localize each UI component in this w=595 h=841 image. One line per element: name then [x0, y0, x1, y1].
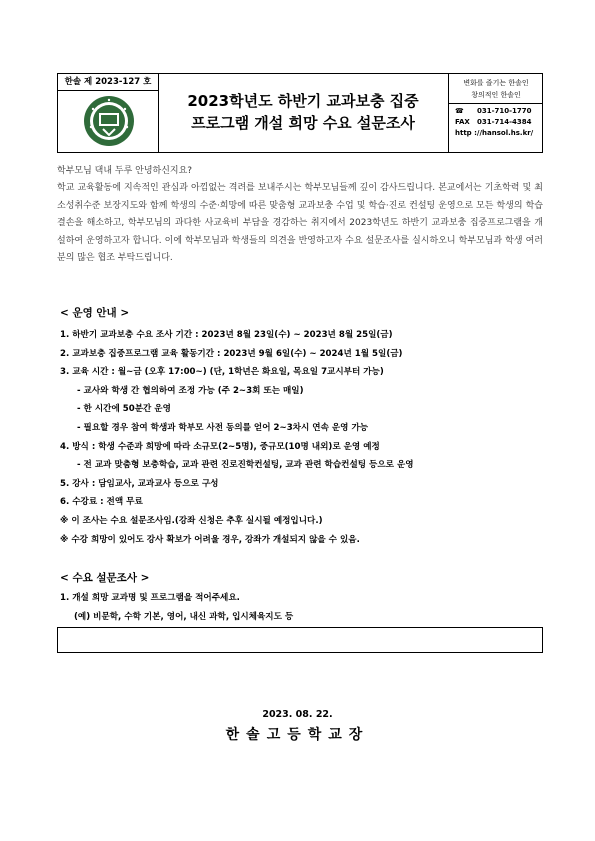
website-link[interactable]: http ://hansol.hs.kr/ — [455, 129, 534, 137]
notice-item: ※ 이 조사는 수요 설문조사임.(강좌 신청은 추후 실시될 예정입니다.) — [60, 515, 323, 526]
slogan-line-1: 변화를 즐기는 한솔인 — [463, 79, 529, 87]
fax-label: FAX — [455, 118, 470, 126]
title-line-2: 프로그램 개설 희망 수요 설문조사 — [191, 114, 415, 132]
school-slogan — [449, 74, 543, 104]
header-right-cell — [448, 74, 543, 152]
notice-item: ※ 수강 희망이 있어도 강사 확보가 어려울 경우, 강좌가 개설되지 않을 수 있음. — [60, 534, 360, 545]
survey-question: 1. 개설 희망 교과명 및 프로그램을 적어주세요. — [60, 593, 240, 603]
header-left-cell — [58, 74, 159, 152]
operation-sub-item: - 전 교과 맞춤형 보충학습, 교과 관련 진로진학컨설팅, 교과 관련 학습컨설팅 등으로 운영 — [77, 460, 414, 471]
document-number: 한솔 제 2023-127 호 — [58, 74, 158, 91]
survey-list — [60, 589, 545, 626]
operation-sub-item: - 한 시간에 50분간 운영 — [77, 404, 171, 415]
fax-number: 031-714-4384 — [477, 118, 532, 126]
title-line-1: 2023학년도 하반기 교과보충 집중 — [187, 92, 419, 110]
contact-info — [449, 106, 543, 139]
operation-heading: < 운영 안내 > — [60, 307, 130, 319]
intro-paragraph: 학교 교육활동에 지속적인 관심과 아낌없는 격려를 보내주시는 학부모님들께 깊이 감사드립니다. 본교에서는 기초학력 및 최소성취수준 보장지도와 함께 학생의 수준·희망에 따른 맞춤형 교과보충 수업 및 학습·진로 컨설팅 운영으로 모든 학생의 학습결손을 해소하고, 학부모님의 과다한 사교육비 부담을 경감하는 취지에서 2023학년도 하반기 교과보충 집중프로그램을 개설하여 운영하고자 합니다. 이에 학부모님과 학생들의 의견을 반영하고자 수요 설문조사를 실시하오니 학부모님과 학생 여러분의 많은 협조 부탁드립니다. — [57, 183, 543, 264]
phone-number: 031-710-1770 — [477, 107, 532, 115]
document-title — [159, 74, 447, 152]
intro-text — [57, 163, 543, 267]
operation-item: 5. 강사 : 담임교사, 교과교사 등으로 구성 — [60, 478, 219, 489]
document-header — [57, 73, 543, 153]
operation-item: 2. 교과보충 집중프로그램 교육 활동기간 : 2023년 9월 6일(수) ~ 2024년 1월 5일(금) — [60, 348, 403, 359]
phone-icon: ☎ — [455, 107, 464, 115]
operation-item: 3. 교육 시간 : 월~금 (오후 17:00~) (단, 1학년은 화요일, 목요일 7교시부터 가능) — [60, 367, 384, 378]
operation-item: 6. 수강료 : 전액 무료 — [60, 497, 143, 508]
operation-list — [60, 326, 545, 549]
survey-heading: < 수요 설문조사 > — [60, 572, 150, 584]
slogan-line-2: 창의적인 한솔인 — [471, 91, 521, 99]
survey-answer-box[interactable] — [57, 627, 543, 653]
greeting: 학부모님 댁내 두루 안녕하신지요? — [57, 166, 193, 176]
school-principal-signature: 한솔고등학교장 — [225, 727, 370, 743]
operation-sub-item: - 필요할 경우 참여 학생과 학부모 사전 동의를 얻어 2~3차시 연속 운영 가능 — [77, 422, 369, 433]
document-date: 2023. 08. 22. — [262, 709, 333, 720]
school-emblem-logo — [83, 95, 135, 147]
operation-item: 4. 방식 : 학생 수준과 희망에 따라 소규모(2~5명), 중규모(10명 내외)로 운영 예정 — [60, 441, 380, 452]
operation-item: 1. 하반기 교과보충 수요 조사 기간 : 2023년 8월 23일(수) ~ 2023년 8월 25일(금) — [60, 330, 393, 340]
survey-example: (예) 비문학, 수학 기본, 영어, 내신 과학, 입시체육지도 등 — [74, 611, 294, 622]
operation-sub-item: - 교사와 학생 간 협의하여 조정 가능 (주 2~3회 또는 매일) — [77, 385, 304, 396]
